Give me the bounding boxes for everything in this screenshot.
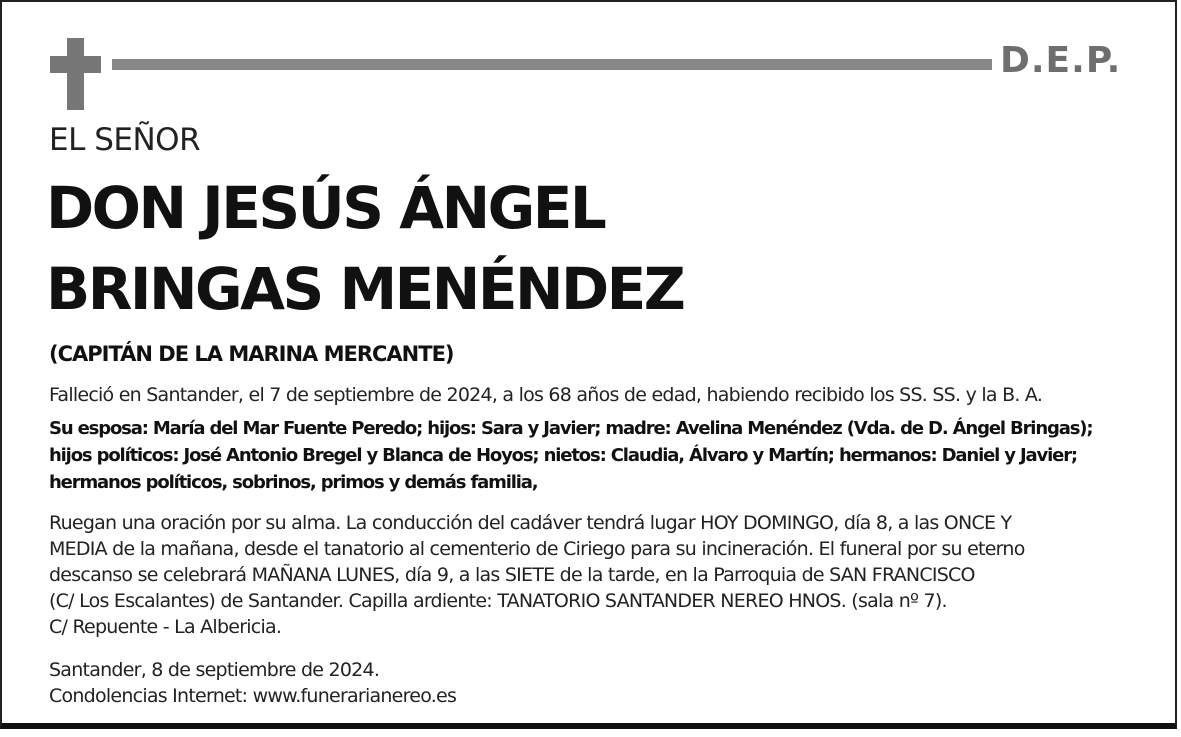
family-list	[49, 415, 1092, 496]
closing-block	[49, 657, 456, 709]
funeral-details	[49, 510, 1025, 640]
place-date: Santander, 8 de septiembre de 2024.	[49, 659, 380, 681]
funeral-line: MEDIA de la mañana, desde el tanatorio al cementerio de Ciriego para su incineración. El funeral por su eterno	[49, 538, 1025, 560]
family-line: hermanos políticos, sobrinos, primos y demás familia,	[49, 472, 538, 493]
funeral-line: descanso se celebrará MAÑANA LUNES, día 9, a las SIETE de la tarde, en la Parroquia de SAN FRANCISCO	[49, 564, 975, 586]
funeral-line: Ruegan una oración por su alma. La conducción del cadáver tendrá lugar HOY DOMINGO, día 8, a las ONCE Y	[49, 512, 1012, 534]
honorific-title: EL SEÑOR	[49, 122, 201, 158]
death-notice: Falleció en Santander, el 7 de septiembre de 2024, a los 68 años de edad, habiendo recibido los SS. SS. y la B. A.	[49, 384, 1043, 406]
cross-icon	[67, 38, 84, 110]
condolences-link[interactable]: Condolencias Internet: www.funerarianereo.es	[49, 685, 457, 707]
family-line: Su esposa: María del Mar Fuente Peredo; hijos: Sara y Javier; madre: Avelina Menéndez (Vda. de D. Ángel Bringas);	[49, 418, 1093, 439]
cross-icon-bar	[50, 56, 101, 73]
header-rule	[112, 59, 992, 70]
deceased-name-line1: DON JESÚS ÁNGEL	[46, 174, 605, 242]
dep-label: D.E.P.	[1000, 40, 1122, 81]
deceased-rank: (CAPITÁN DE LA MARINA MERCANTE)	[49, 342, 454, 366]
deceased-name-line2: BRINGAS MENÉNDEZ	[46, 255, 684, 323]
funeral-line: (C/ Los Escalantes) de Santander. Capilla ardiente: TANATORIO SANTANDER NEREO HNOS. (sala nº 7).	[49, 590, 947, 612]
family-line: hijos políticos: José Antonio Bregel y Blanca de Hoyos; nietos: Claudia, Álvaro y Martín; hermanos: Daniel y Javier;	[49, 445, 1077, 466]
funeral-line: C/ Repuente - La Albericia.	[49, 616, 282, 638]
